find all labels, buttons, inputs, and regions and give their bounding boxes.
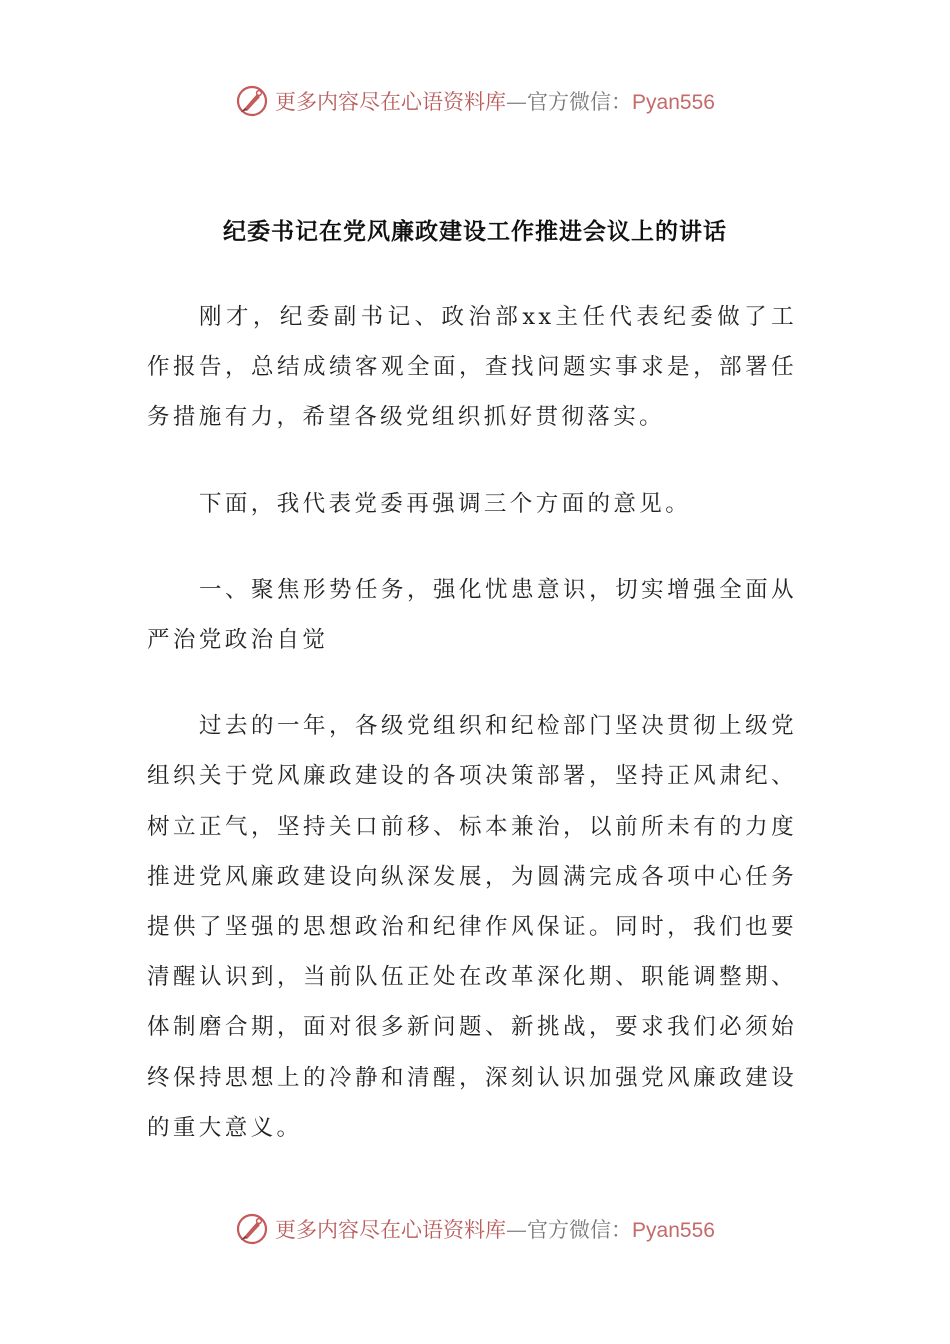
- pen-logo-icon: [235, 1212, 269, 1246]
- watermark-wechat-id: Pyan556: [632, 91, 715, 114]
- watermark-wechat-id: Pyan556: [632, 1219, 715, 1242]
- watermark-dash: —: [506, 90, 528, 114]
- document-body: [147, 292, 797, 1189]
- paragraph-1: 刚才，纪委副书记、政治部xx主任代表纪委做了工作报告，总结成绩客观全面，查找问题实事求是，部署任务措施有力，希望各级党组织抓好贯彻落实。: [147, 304, 797, 431]
- watermark-wechat-label: 官方微信：: [527, 90, 633, 114]
- footer-watermark: [0, 1212, 950, 1246]
- pen-logo-icon: [235, 84, 269, 118]
- watermark-text: [275, 1214, 715, 1244]
- watermark-site: 更多内容尽在心语资料库: [275, 1218, 507, 1242]
- document-title: 纪委书记在党风廉政建设工作推进会议上的讲话: [223, 219, 727, 245]
- watermark-dash: —: [506, 1218, 528, 1242]
- section-heading-1: 一、聚焦形势任务，强化忧患意识，切实增强全面从严治党政治自觉: [147, 576, 797, 654]
- watermark-text: [275, 86, 715, 116]
- paragraph-3: 过去的一年，各级党组织和纪检部门坚决贯彻上级党组织关于党风廉政建设的各项决策部署，坚持正风肃纪、树立正气，坚持关口前移、标本兼治，以前所未有的力度推进党风廉政建设向纵深发展，为圆满完成各项中心任务提供了坚强的思想政治和纪律作风保证。同时，我们也要清醒认识到，当前队伍正处在改革深化期、职能调整期、体制磨合期，面对很多新问题、新挑战，要求我们必须始终保持思想上的冷静和清醒，深刻认识加强党风廉政建设的重大意义。: [147, 713, 797, 1141]
- header-watermark: [0, 84, 950, 118]
- watermark-site: 更多内容尽在心语资料库: [275, 90, 507, 114]
- paragraph-2: 下面，我代表党委再强调三个方面的意见。: [199, 490, 692, 517]
- watermark-wechat-label: 官方微信：: [527, 1218, 633, 1242]
